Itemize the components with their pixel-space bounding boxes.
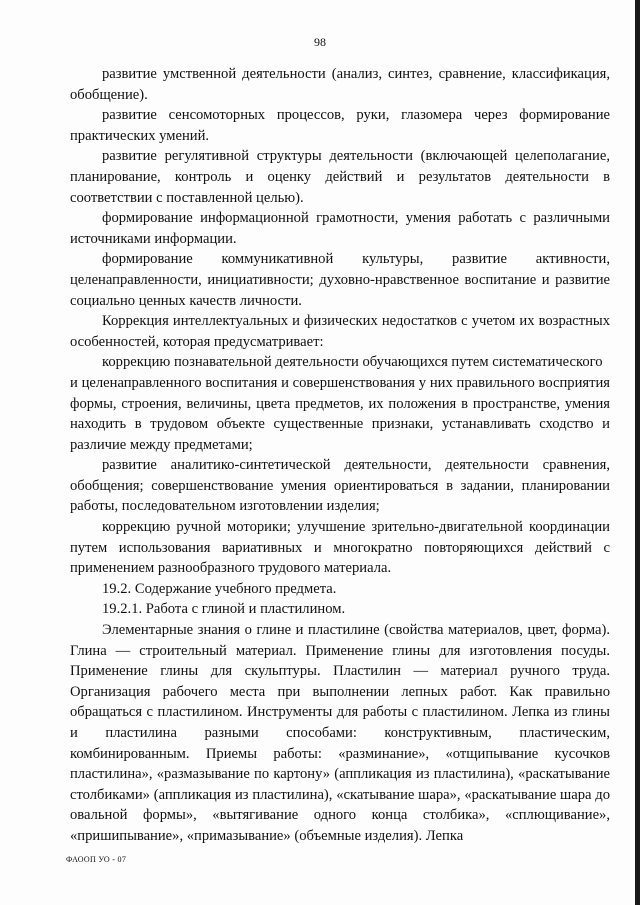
body-text bbox=[70, 64, 610, 847]
paragraph: развитие аналитико-синтетической деятельности, деятельности сравнения, обобщения; совершенствование умения ориентироваться в задании, планировании работы, последовательном изготовлении изделия; bbox=[70, 457, 610, 515]
scan-edge bbox=[635, 0, 640, 905]
paragraph: развитие сенсомоторных процессов, руки, глазомера через формирование практических умений. bbox=[70, 107, 610, 144]
paragraph: Коррекция интеллектуальных и физических недостатков с учетом их возрастных особенностей, которая предусматривает: bbox=[70, 313, 610, 350]
paragraph: формирование информационной грамотности, умения работать с различными источниками информации. bbox=[70, 210, 610, 247]
paragraph: коррекцию ручной моторики; улучшение зрительно-двигательной координации путем использования вариативных и многократно повторяющихся действий с применением разнообразного трудового материала. bbox=[70, 519, 610, 577]
footer-code: ФАООП УО - 07 bbox=[66, 855, 127, 864]
paragraph: и целенаправленного воспитания и совершенствования у них правильного восприятия формы, строения, величины, цвета предметов, их положения в пространстве, умения находить в трудовом объекте существенные признаки, устанавливать сходство и различие между предметами; bbox=[70, 374, 610, 453]
paragraph: Элементарные знания о глине и пластилине (свойства материалов, цвет, форма). Глина — строительный материал. Применение глины для изготовления посуды. Применение глины для скульптуры. Пластилин — материал ручного труда. Организация рабочего места при выполнении лепных работ. Как правильно обращаться с пластилином. Инструменты для работы с пластилином. Лепка из глины и пластилина разными способами: конструктивным, пластическим, комбинированным. Приемы работы: «разминание», «отщипывание кусочков пластилина», «размазывание по картону» (аппликация из пластилина), «раскатывание столбиками» (аппликация из пластилина), «скатывание шара», «раскатывание шара до овальной формы», «вытягивание одного конца столбика», «сплющивание», «пришипывание», «примазывание» (объемные изделия). Лепка bbox=[70, 622, 610, 844]
paragraph: развитие умственной деятельности (анализ, синтез, сравнение, классификация, обобщение). bbox=[70, 66, 610, 103]
section-heading: 19.2. Содержание учебного предмета. bbox=[102, 580, 337, 597]
page-number: 98 bbox=[314, 35, 326, 49]
paragraph: коррекцию познавательной деятельности обучающихся путем систематического bbox=[102, 354, 603, 371]
paragraph: формирование коммуникативной культуры, развитие активности, целенаправленности, инициативности; духовно-нравственное воспитание и развитие социально ценных качеств личности. bbox=[70, 251, 610, 309]
subsection-heading: 19.2.1. Работа с глиной и пластилином. bbox=[102, 601, 346, 618]
paragraph: развитие регулятивной структуры деятельности (включающей целеполагание, планирование, контроль и оценку действий и результатов деятельности в соответствии с поставленной целью). bbox=[70, 148, 610, 206]
